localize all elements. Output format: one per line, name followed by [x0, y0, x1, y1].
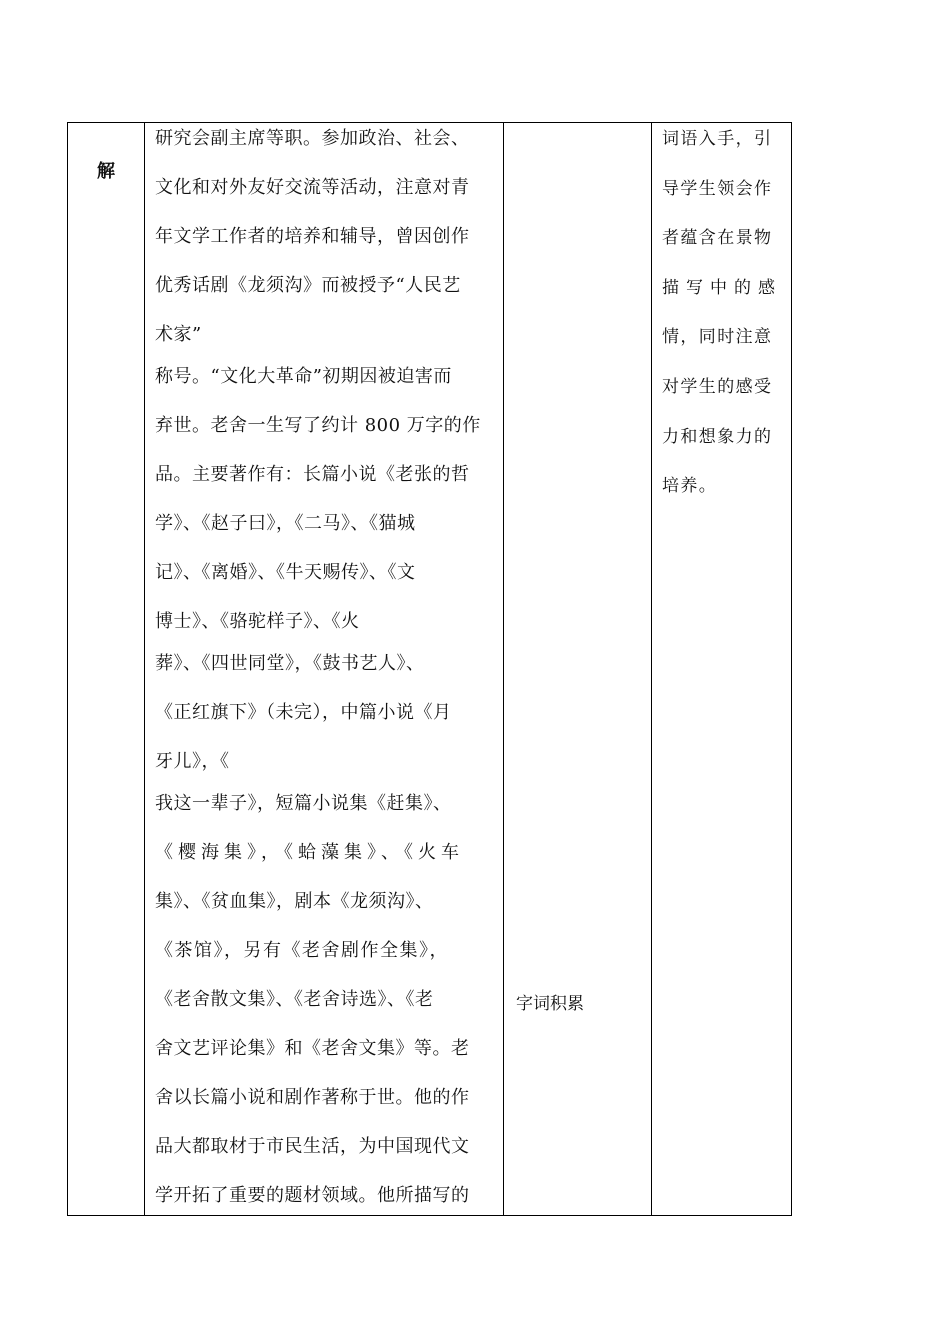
- content-line: 舍以长篇小说和剧作著称于世。他的作: [155, 1087, 470, 1108]
- content-line: 文化和对外友好交流等活动，注意对青: [155, 177, 470, 198]
- content-line: 集》、《贫血集》，剧本《龙须沟》、: [155, 891, 434, 912]
- content-line: 品。主要著作有：长篇小说《老张的哲: [155, 464, 470, 485]
- column-divider: [503, 123, 504, 1215]
- step-column: [68, 123, 144, 1215]
- intent-line: 培养。: [662, 476, 718, 497]
- intent-line: 导学生领会作: [662, 178, 773, 199]
- column-divider: [144, 123, 145, 1215]
- content-line: 弃世。老舍一生写了约计 800 万字的作: [155, 415, 481, 436]
- content-line: 《正红旗下》（未完），中篇小说《月: [155, 702, 452, 723]
- intent-line: 词语入手，引: [662, 129, 773, 149]
- intent-line: 对学生的感受: [662, 376, 773, 397]
- intent-column: [662, 127, 786, 524]
- content-line: 舍文艺评论集》和《老舍文集》等。老: [155, 1038, 470, 1059]
- activity-cell: 字词积累: [516, 994, 584, 1014]
- intent-line: 力和想象力的: [662, 426, 773, 447]
- content-line: 优秀话剧《龙须沟》而被授予“人民艺: [155, 275, 461, 296]
- intent-line: 情，同时注意: [662, 327, 773, 348]
- content-line: 术家”: [155, 324, 202, 345]
- lesson-table: [67, 122, 792, 1216]
- content-line: 记》、《离婚》、《牛天赐传》、《文: [155, 562, 416, 583]
- content-column: [155, 127, 495, 1233]
- content-line: 葬》、《四世同堂》，《鼓书艺人》、: [155, 653, 425, 674]
- content-line: 品大都取材于市民生活，为中国现代文: [155, 1136, 470, 1157]
- content-line: 年文学工作者的培养和辅导，曾因创作: [155, 226, 470, 247]
- column-divider: [651, 123, 652, 1215]
- intent-line: 描写中的感: [662, 277, 782, 298]
- content-line: 《樱海集》，《蛤藻集》、《火车: [155, 842, 464, 863]
- content-line: 学开拓了重要的题材领域。他所描写的: [155, 1185, 470, 1206]
- intent-line: 者蕴含在景物: [662, 228, 773, 249]
- content-line: 《老舍散文集》、《老舍诗选》、《老: [155, 989, 434, 1010]
- step-label: 解: [97, 161, 115, 182]
- content-line: 博士》、《骆驼样子》、《火: [155, 611, 360, 632]
- content-line: 学》、《赵子曰》，《二马》、《猫城: [155, 513, 416, 534]
- content-line: 我这一辈子》，短篇小说集《赶集》、: [155, 793, 452, 814]
- content-line: 牙儿》，《: [155, 751, 230, 772]
- content-line: 称号。“文化大革命”初期因被迫害而: [155, 366, 452, 387]
- content-line: 研究会副主席等职。参加政治、社会、: [155, 128, 470, 149]
- content-line: 《茶馆》，另有《老舍剧作全集》，: [155, 940, 449, 961]
